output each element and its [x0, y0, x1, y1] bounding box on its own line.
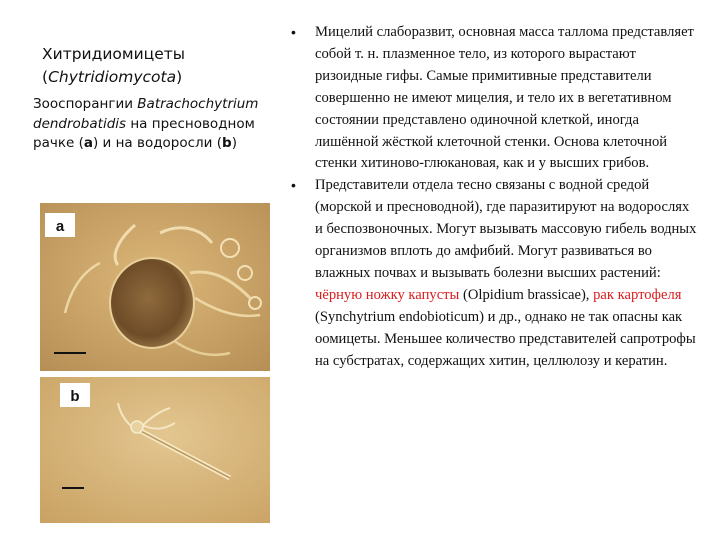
caption-end: ): [231, 135, 237, 151]
bullet-ecology-part3: (Synchytrium endobioticum) и др., однако не так опасны как оомицеты. Меньшее количество представителей сапротрофы на субстратах, содержащих хитин, целлюлозу и кератин.: [315, 308, 696, 369]
micrograph-panel-a: [40, 203, 270, 371]
bullet-mycelium: • Мицелий слаборазвит, основная масса таллома представляет собой т. н. плазменное тело, из которого вырастают ризоидные гифы. Самые примитивные представители совершенно не имеют мицелия, и тело их в вегетативном состоянии представлено одиночной клеткой, иногда лишённой жёсткой клеточной стенки. Основа клеточной стенки хитиново-глюкановая, как и у высших грибов.: [288, 22, 698, 175]
caption-b: b: [222, 135, 232, 151]
bullet-ecology: [288, 175, 698, 372]
panel-b-label: b: [70, 388, 80, 405]
title-paren-close: ): [176, 68, 183, 86]
bullet-list: [288, 22, 698, 373]
title-latin-line: [42, 66, 272, 89]
caption-mid: на пресноводном рачке (: [33, 115, 255, 151]
black-leg-cabbage-link[interactable]: чёрную ножку капусты: [315, 286, 460, 303]
panel-a-label: a: [55, 218, 65, 235]
bullet-ecology-part2: (Olpidium brassicae),: [459, 286, 594, 303]
micrograph-panel-b: [40, 377, 270, 523]
title-paren-open: (: [42, 68, 49, 86]
caption-mid2: ) и на водоросли (: [92, 135, 223, 151]
caption-a: a: [83, 135, 93, 151]
caption-latin: Batrachochytrium dendrobatidis: [33, 96, 259, 132]
figure-caption: [33, 95, 281, 154]
slide-title: [42, 43, 272, 89]
bullet-ecology-part1: Представители отдела тесно связаны с водной средой (морской и пресноводной), где паразитируют на водорослях и беспозвоночных. Могут вызывать массовую гибель водных организмов вплоть до амфибий. Могут развиваться во влажных почвах и вызывать болезни высших растений:: [315, 177, 697, 281]
potato-wart-link[interactable]: рак картофеля: [593, 286, 682, 303]
title-latin: Chytridiomycota: [48, 68, 177, 86]
micrograph-figure: [40, 203, 270, 523]
title-russian: Хитридиомицеты: [42, 45, 186, 63]
caption-prefix: Зооспорангии: [33, 96, 138, 112]
